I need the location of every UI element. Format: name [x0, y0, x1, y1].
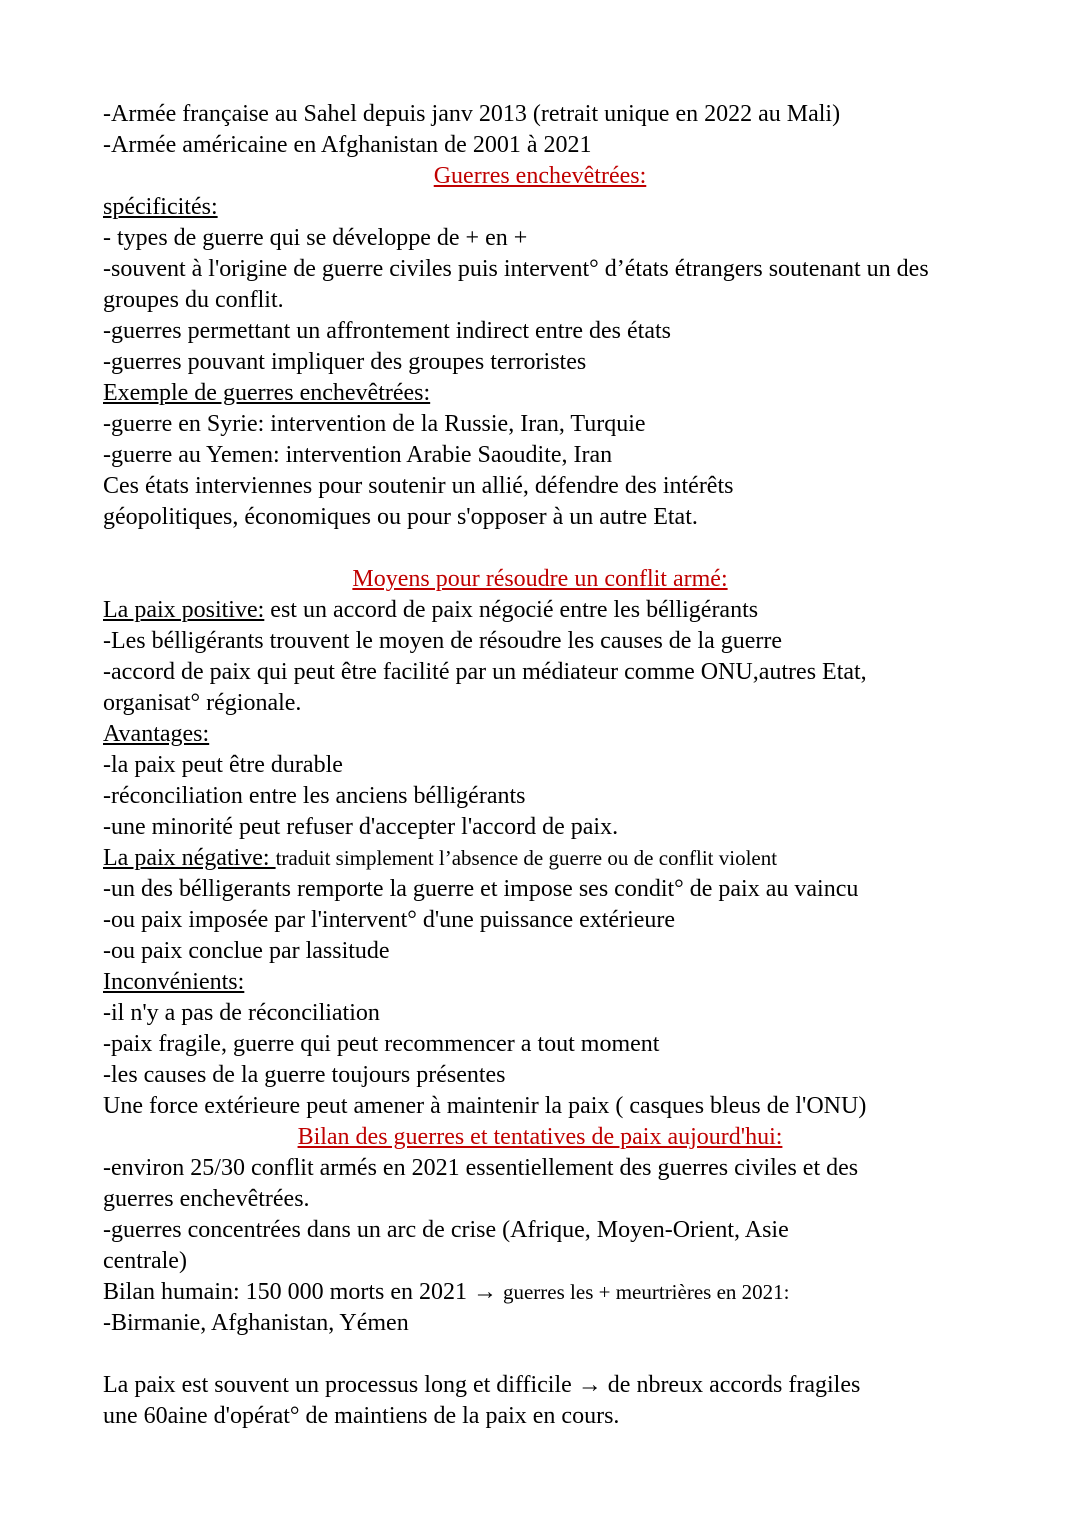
text-line — [103, 595, 977, 626]
text-segment: une 60aine d'opérat° de maintiens de la paix en cours. — [103, 1403, 620, 1429]
text-segment: Exemple de guerres enchevêtrées: — [103, 380, 431, 406]
text-segment: géopolitiques, économiques ou pour s'opposer à un autre Etat. — [103, 504, 698, 530]
text-line — [103, 378, 977, 409]
text-segment: centrale) — [103, 1248, 187, 1274]
text-segment: La paix positive: — [103, 597, 265, 623]
text-segment: guerres enchevêtrées. — [103, 1186, 310, 1212]
text-line — [103, 347, 977, 378]
section-heading — [103, 161, 977, 192]
text-segment: -paix fragile, guerre qui peut recommencer a tout moment — [103, 1031, 660, 1057]
text-segment: spécificités: — [103, 194, 218, 220]
text-segment: organisat° régionale. — [103, 690, 302, 716]
text-line — [103, 192, 977, 223]
text-segment: -environ 25/30 conflit armés en 2021 essentiellement des guerres civiles et des — [103, 1155, 859, 1181]
text-segment: -guerres concentrées dans un arc de crise (Afrique, Moyen-Orient, Asie — [103, 1217, 789, 1243]
text-segment: -réconciliation entre les anciens bélligérants — [103, 783, 526, 809]
text-line — [103, 781, 977, 812]
text-line — [103, 471, 977, 502]
text-segment: -Les bélligérants trouvent le moyen de résoudre les causes de la guerre — [103, 628, 783, 654]
text-segment: -guerres permettant un affrontement indirect entre des états — [103, 318, 671, 344]
text-line — [103, 843, 977, 874]
text-segment: Une force extérieure peut amener à maintenir la paix ( casques bleus de l'ONU) — [103, 1093, 867, 1119]
section-heading — [103, 564, 977, 595]
text-line — [103, 1184, 977, 1215]
text-line — [103, 1401, 977, 1432]
text-segment: guerres les + meurtrières en 2021: — [502, 1280, 790, 1304]
text-segment: -souvent à l'origine de guerre civiles puis intervent° d’états étrangers soutenant un des — [103, 256, 929, 282]
text-segment: -guerre en Syrie: intervention de la Russie, Iran, Turquie — [103, 411, 646, 437]
text-line — [103, 1091, 977, 1122]
blank-line — [103, 1339, 977, 1370]
text-line — [103, 1060, 977, 1091]
text-segment: -Birmanie, Afghanistan, Yémen — [103, 1310, 409, 1336]
text-segment: Moyens pour résoudre un conflit armé: — [352, 566, 728, 592]
text-segment: -Armée française au Sahel depuis janv 2013 (retrait unique en 2022 au Mali) — [103, 101, 841, 127]
text-segment: Bilan des guerres et tentatives de paix aujourd'hui: — [297, 1124, 783, 1150]
text-line — [103, 130, 977, 161]
text-line — [103, 1153, 977, 1184]
text-segment: La paix est souvent un processus long et difficile → de nbreux accords fragiles — [103, 1372, 861, 1398]
text-line — [103, 1215, 977, 1246]
text-line — [103, 750, 977, 781]
text-line — [103, 936, 977, 967]
text-segment: -guerre au Yemen: intervention Arabie Saoudite, Iran — [103, 442, 613, 468]
text-segment: groupes du conflit. — [103, 287, 284, 313]
text-line — [103, 99, 977, 130]
document-page — [103, 99, 977, 1432]
text-segment: Guerres enchevêtrées: — [433, 163, 647, 189]
text-line — [103, 626, 977, 657]
text-segment: -accord de paix qui peut être facilité par un médiateur comme ONU,autres Etat, — [103, 659, 867, 685]
text-segment: -guerres pouvant impliquer des groupes terroristes — [103, 349, 587, 375]
text-segment: -ou paix conclue par lassitude — [103, 938, 390, 964]
blank-line — [103, 533, 977, 564]
text-segment: Inconvénients: — [103, 969, 245, 995]
text-line — [103, 905, 977, 936]
text-line — [103, 254, 977, 285]
text-segment: Ces états interviennes pour soutenir un allié, défendre des intérêts — [103, 473, 734, 499]
document-body — [103, 99, 977, 1432]
text-segment: Bilan humain: 150 000 morts en 2021 → — [103, 1279, 503, 1305]
text-line — [103, 502, 977, 533]
text-line — [103, 874, 977, 905]
text-line — [103, 1277, 977, 1308]
text-line — [103, 719, 977, 750]
text-line — [103, 223, 977, 254]
text-line — [103, 1246, 977, 1277]
text-line — [103, 657, 977, 688]
text-segment: -les causes de la guerre toujours présentes — [103, 1062, 506, 1088]
text-segment: est un accord de paix négocié entre les bélligérants — [264, 597, 759, 623]
text-line — [103, 1370, 977, 1401]
text-line — [103, 967, 977, 998]
text-line — [103, 285, 977, 316]
text-line — [103, 440, 977, 471]
text-segment: -Armée américaine en Afghanistan de 2001 à 2021 — [103, 132, 592, 158]
text-segment: -ou paix imposée par l'intervent° d'une puissance extérieure — [103, 907, 676, 933]
text-line — [103, 409, 977, 440]
text-segment: -une minorité peut refuser d'accepter l'accord de paix. — [103, 814, 619, 840]
text-line — [103, 998, 977, 1029]
text-line — [103, 688, 977, 719]
text-line — [103, 1029, 977, 1060]
text-segment: traduit simplement l’absence de guerre ou de conflit violent — [275, 846, 778, 870]
text-segment: - types de guerre qui se développe de + en + — [103, 225, 528, 251]
text-segment: -il n'y a pas de réconciliation — [103, 1000, 380, 1026]
section-heading — [103, 1122, 977, 1153]
text-segment: -la paix peut être durable — [103, 752, 343, 778]
text-line — [103, 812, 977, 843]
text-line — [103, 316, 977, 347]
text-line — [103, 1308, 977, 1339]
text-segment: La paix négative: — [103, 845, 276, 871]
text-segment: Avantages: — [103, 721, 210, 747]
text-segment: -un des bélligerants remporte la guerre et impose ses condit° de paix au vaincu — [103, 876, 859, 902]
